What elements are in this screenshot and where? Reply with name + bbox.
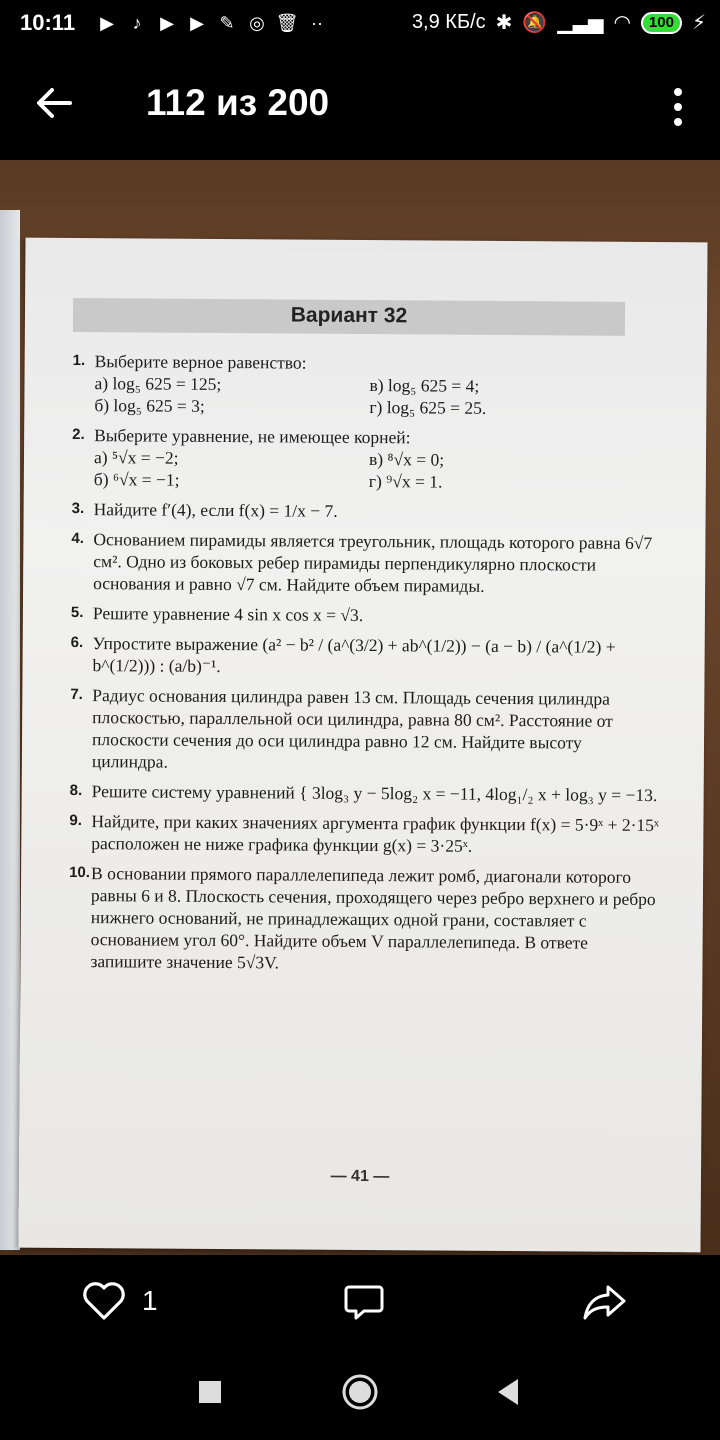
clock: 10:11 (20, 10, 76, 35)
task-item: 9. Найдите, при каких значениях аргумента график функции f(x) = 5·9ˣ + 2·15ˣ расположен не ниже графика функции g(x) = 3·25ˣ. (69, 811, 660, 856)
more-vert-icon[interactable] (666, 82, 690, 132)
wifi-icon: ◠ (613, 12, 631, 34)
task-item: 8. Решите систему уравнений { 3log₃ y − 5log₂ x = −11, 4log₁/₂ x + log₃ y = −13. (69, 781, 658, 806)
page-title: 112 из 200 (146, 82, 330, 123)
answer-option: а) log₅ 625 = 125; (94, 373, 222, 395)
app-bar (0, 52, 720, 160)
status-bar (0, 0, 720, 52)
tiktok-icon: ♪ (132, 12, 142, 33)
action-bar (0, 1255, 720, 1340)
answer-option: г) log₅ 625 = 25. (369, 397, 487, 418)
notification-icons (96, 12, 328, 34)
task-list (68, 350, 662, 984)
youtube-icon: ▶ (190, 12, 204, 33)
variant-title: Вариант 32 (290, 303, 408, 328)
play-icon: ▶ (100, 12, 114, 33)
like-count: 1 (142, 1285, 158, 1316)
youtube-icon: ▶ (160, 12, 174, 33)
answer-option: в) ⁸√x = 0; (368, 449, 445, 470)
task-item: 5. Решите уравнение 4 sin x cos x = √3. (70, 603, 364, 625)
system-nav-bar (0, 1340, 720, 1440)
book-edge (0, 210, 20, 1250)
task-item: 1. Выберите верное равенство: а) log₅ 625 = 125; в) log₅ 625 = 4; б) log₅ 625 = 3; г) log₅ 625 = 25. (72, 350, 662, 420)
task-item: 4. Основанием пирамиды является треугольник, площадь которого равна 6√7 см². Одно из боковых ребер пирамиды перпендикулярно плоскости основания и равно √7 см. Найдите объем пирамиды. (71, 529, 653, 596)
task-item: 10. В основании прямого параллелепипеда лежит ромб, диагонали которого равны 6 и 8. Плоскость сечения, проходящего через ребро верхнего и ребро нижнего оснований, не принадлежащих одной грани, составляет с основанием угол 60°. Найдите объем V параллелепипеда. В ответе запишите значение 5√3V. (69, 863, 656, 973)
bluetooth-icon: ✱ (495, 12, 513, 34)
variant-header (73, 298, 625, 336)
more-notifications-icon: ·· (311, 12, 323, 33)
triangle-back-icon[interactable] (486, 1370, 530, 1414)
heart-icon[interactable] (80, 1277, 128, 1325)
task-item: 7. Радиус основания цилиндра равен 13 см. Площадь сечения цилиндра плоскостью, параллельной оси цилиндра, равна 80 см². Расстояние от плоскости сечения до оси цилиндра равно 12 см. Найдите высоту цилиндра. (70, 685, 613, 772)
photo-viewer[interactable] (0, 160, 720, 1255)
battery-indicator: 100 (641, 12, 682, 34)
mute-icon: 🔕 (522, 12, 548, 34)
task-item: 3. Найдите f′(4), если f(x) = 1/x − 7. (71, 499, 338, 521)
charging-icon: ⚡ (691, 12, 706, 34)
signal-icon: ▁▃▅ (557, 12, 604, 34)
task-item: 6. Упростите выражение (a² − b² / (a^(3/2) + ab^(1/2)) − (a − b) / (a^(1/2) + b^(1/2))) : (a/b)⁻¹. (70, 633, 616, 677)
answer-option: б) ⁶√x = −1; (93, 469, 180, 490)
arrow-left-icon[interactable] (30, 78, 80, 128)
task-item: 2. Выберите уравнение, не имеющее корней: а) ⁵√x = −2; в) ⁸√x = 0; б) ⁶√x = −1; г) ⁹√x = 1. (72, 424, 662, 494)
answer-option: г) ⁹√x = 1. (368, 471, 443, 492)
edit-icon: ✎ (219, 12, 235, 33)
share-icon[interactable] (580, 1277, 628, 1325)
comment-icon[interactable] (340, 1277, 388, 1325)
answer-option: б) log₅ 625 = 3; (94, 395, 205, 416)
square-icon[interactable] (188, 1370, 232, 1414)
page-number: — 41 — (330, 1167, 390, 1186)
circle-icon[interactable] (338, 1370, 382, 1414)
book-page (18, 238, 707, 1253)
instagram-icon: ◎ (249, 12, 265, 33)
answer-option: в) log₅ 625 = 4; (369, 375, 480, 396)
answer-option: а) ⁵√x = −2; (93, 447, 179, 468)
trash-icon: 🗑 (275, 12, 299, 33)
net-speed: 3,9 КБ/с (411, 11, 486, 33)
